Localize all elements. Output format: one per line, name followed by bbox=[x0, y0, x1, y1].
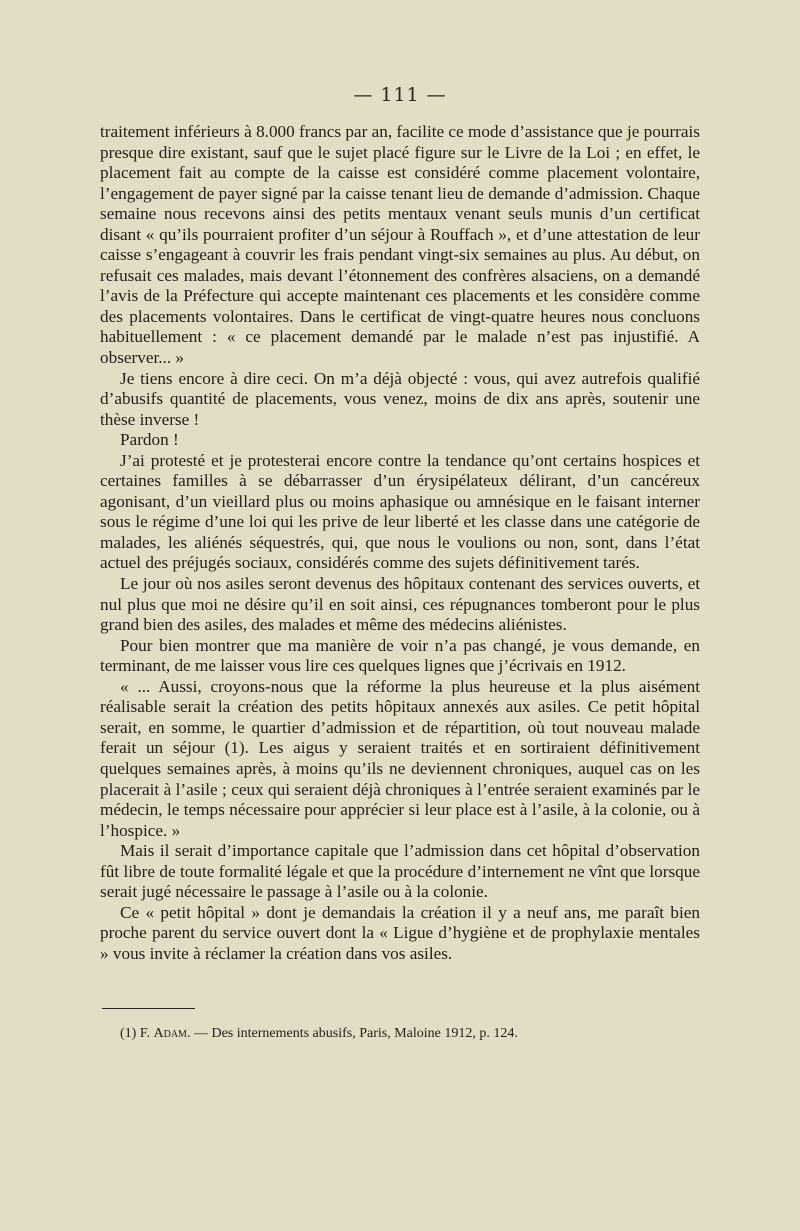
paragraph: Mais il serait d’importance capitale que l’admission dans cet hôpital d’observation fût libre de toute formalité légale et que la procédure d’internement ne vînt que lorsque serait jugé nécessaire le passage à l’asile ou à la colonie. bbox=[100, 841, 700, 902]
footnote-divider bbox=[102, 1008, 195, 1009]
paragraph: Pour bien montrer que ma manière de voir n’a pas changé, je vous demande, en terminant, de me laisser vous lire ces quelques lignes que j’écrivais en 1912. bbox=[100, 635, 700, 676]
quoted-paragraph: « ... Aussi, croyons-nous que la réforme la plus heureuse et la plus aisément réalisable serait la création des petits hôpitaux annexés aux asiles. Ce petit hôpital serait, en somme, le quartier d’admission et de répartition, où tout nouveau malade ferait un séjour (1). Les aigus y seraient traités et en sortiraient définitivement quelques semaines après, à moins qu’ils ne deviennent chroniques, auquel cas on les placerait à l’asile ; ceux qui seraient déjà chroniques à l’entrée seraient examinés par le médecin, le temps nécessaire pour apprécier si leur place est à l’asile, à la colonie, ou à l’hospice. » bbox=[100, 676, 700, 840]
paragraph: Pardon ! bbox=[120, 430, 179, 450]
body-text bbox=[100, 122, 700, 964]
footnote-author: Adam bbox=[153, 1026, 187, 1041]
paragraph: Ce « petit hôpital » dont je demandais la création il y a neuf ans, me paraît bien proche parent du service ouvert dont la « Ligue d’hygiène et de prophylaxie mentales » vous invite à réclamer la création dans vos asiles. bbox=[100, 902, 700, 963]
page-number: — 111 — bbox=[353, 84, 447, 106]
paragraph: Je tiens encore à dire ceci. On m’a déjà objecté : vous, qui avez autrefois qualifié d’abusifs quantité de placements, vous venez, moins de dix ans après, soutenir une thèse inverse ! bbox=[100, 368, 700, 429]
footnote bbox=[120, 1026, 700, 1042]
footnote-marker: (1) F. bbox=[120, 1026, 150, 1041]
footnote-text: . — Des internements abusifs, Paris, Maloine 1912, p. 124. bbox=[186, 1026, 518, 1041]
paragraph: traitement inférieurs à 8.000 francs par an, facilite ce mode d’assistance que je pourrais presque dire existant, sauf que le sujet placé figure sur le Livre de la Loi ; en effet, le placement fait au compte de la caisse est considéré comme placement volontaire, l’engagement de payer signé par la caisse tenant lieu de demande d’admission. Chaque semaine nous recevons ainsi des petits mentaux venant seuls munis d’un certificat disant « qu’ils pourraient profiter d’un séjour à Rouffach », et d’une attestation de leur caisse s’engageant à couvrir les frais pendant vingt-six semaines au plus. Au début, on refusait ces malades, mais devant l’étonnement des confrères alsaciens, on a demandé l’avis de la Préfecture qui accepte maintenant ces placements et les considère comme des placements volontaires. Dans le certificat de vingt-quatre heures nous concluons habituellement : « ce placement demandé par le malade n’est pas injustifié. A observer... » bbox=[100, 122, 700, 368]
paragraph: J’ai protesté et je protesterai encore contre la tendance qu’ont certains hospices et certaines familles à se débarrasser d’un érysipélateux délirant, d’un cancéreux agonisant, d’un vieillard plus ou moins aphasique ou amnésique en le faisant interner sous le régime d’une loi qui les prive de leur liberté et les classe dans une catégorie de malades, les aliénés séquestrés, qui, que nous le voulions ou non, sont, dans l’état actuel des préjugés sociaux, considérés comme des sujets définitivement tarés. bbox=[100, 450, 700, 573]
paragraph: Le jour où nos asiles seront devenus des hôpitaux contenant des services ouverts, et nul plus que moi ne désire qu’il en soit ainsi, ces répugnances tomberont pour le plus grand bien des asiles, des malades et même des médecins aliénistes. bbox=[100, 574, 700, 635]
